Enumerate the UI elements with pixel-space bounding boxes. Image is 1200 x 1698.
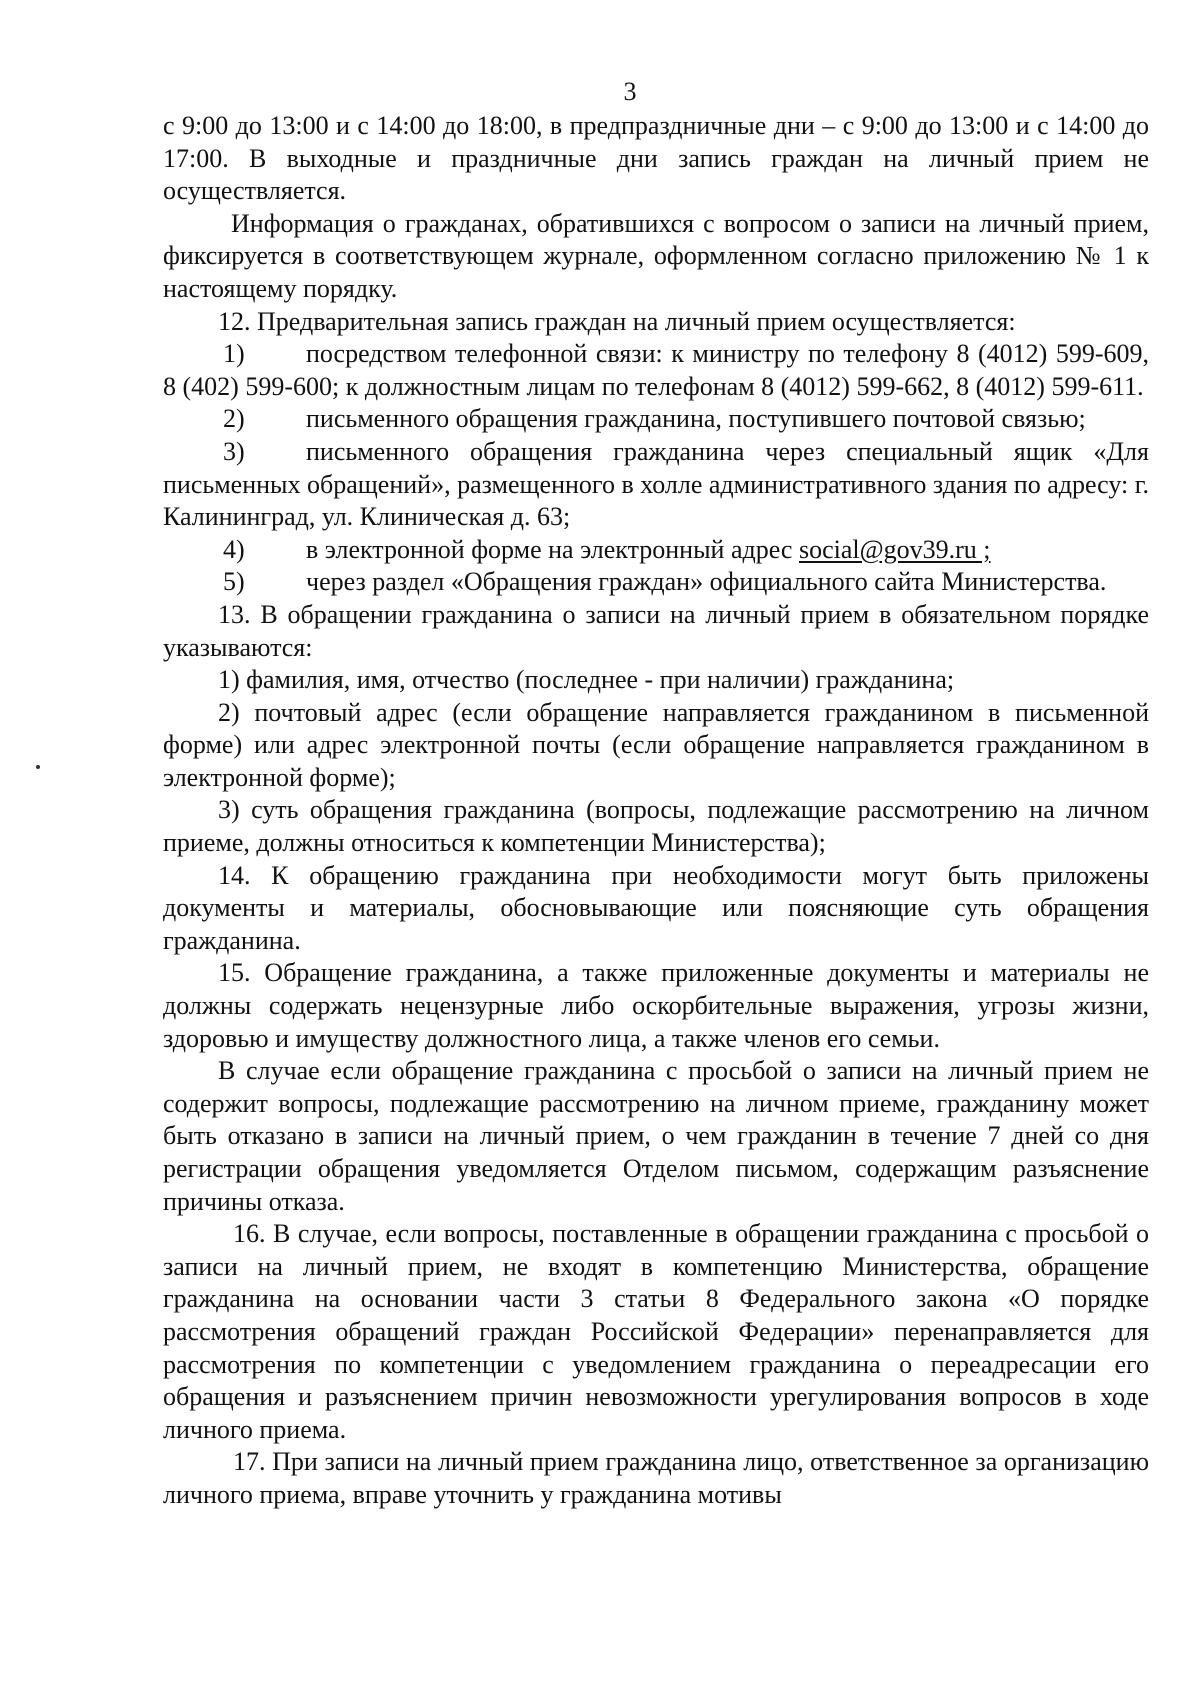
paragraph-12: 12. Предварительная запись граждан на личный прием осуществляется: [218,306,1016,336]
list-item-12-2 [163,403,1149,436]
list-item-text: письменного обращения гражданина, поступившего почтовой связью; [306,404,1086,434]
list-marker: 5) [223,567,245,597]
paragraph-15: 15. Обращение гражданина, а также приложенные документы и материалы не должны содержать нецензурные либо оскорбительные выражения, угрозы жизни, здоровью и имуществу должностного лица, а также членов его семьи. [163,958,1149,1053]
list-item-text: через раздел «Обращения граждан» официального сайта Министерства. [306,567,1107,597]
list-item-13-1: 1) фамилия, имя, отчество (последнее - при наличии) гражданина; [218,665,955,695]
list-item-12-1 [163,338,1149,403]
list-item-text: письменного обращения гражданина через специальный ящик «Для письменных обращений», размещенного в холле административного здания по адресу: г. Калининград, ул. Клиническая д. 63; [163,436,1149,532]
paragraph-14: 14. К обращению гражданина при необходимости могут быть приложены документы и материалы, обосновывающие или поясняющие суть обращения гражданина. [163,860,1149,955]
list-item-text: посредством телефонной связи: к министру по телефону 8 (4012) 599-609, 8 (402) 599-600; к должностным лицам по телефонам 8 (4012) 599-662, 8 (4012) 599-611. [163,339,1149,401]
document-body [163,110,1149,1512]
scan-speck [36,765,40,769]
list-marker: 1) [223,339,245,369]
email-link[interactable]: social@gov39.ru ; [798,534,991,564]
paragraph-17: 17. При записи на личный прием гражданина лицо, ответственное за организацию личного приема, вправе уточнить у гражданина мотивы [163,1447,1149,1509]
list-item-12-4 [163,534,1149,567]
list-item-13-3: 3) суть обращения гражданина (вопросы, подлежащие рассмотрению на личном приеме, должны относиться к компетенции Министерства); [163,795,1149,858]
list-item-text: в электронной форме на электронный адрес [306,534,799,564]
list-item-12-5 [163,566,1149,599]
list-item-13-2: 2) почтовый адрес (если обращение направляется гражданином в письменной форме) или адрес электронной почты (если обращение направляется гражданином в электронной форме); [163,697,1149,792]
list-marker: 3) [223,436,245,466]
paragraph-16: 16. В случае, если вопросы, поставленные в обращении гражданина с просьбой о записи на личный прием, не входят в компетенцию Министерства, обращение гражданина на основании части 3 статьи 8 Федерального закона «О порядке рассмотрения обращений граждан Российской Федерации» перенаправляется для рассмотрения по компетенции с уведомлением гражданина о переадресации его обращения и разъяснением причин невозможности урегулирования вопросов в ходе личного приема. [163,1219,1149,1444]
paragraph-13: 13. В обращении гражданина о записи на личный прием в обязательном порядке указываются: [163,599,1149,662]
paragraph-schedule: с 9:00 до 13:00 и с 14:00 до 18:00, в предпраздничные дни – с 9:00 до 13:00 и с 14:00 до 17:00. В выходные и праздничные дни запись граждан на личный прием не осуществляется. [163,111,1149,206]
paragraph-journal-info: Информация о гражданах, обратившихся с вопросом о записи на личный прием, фиксируется в соответствующем журнале, оформленном согласно приложению № 1 к настоящему порядку. [163,208,1149,303]
paragraph-15-refusal: В случае если обращение гражданина с просьбой о записи на личный прием не содержит вопросы, подлежащие рассмотрению на личном приеме, гражданину может быть отказано в записи на личный прием, о чем гражданин в течение 7 дней со дня регистрации обращения уведомляется Отделом письмом, содержащим разъяснение причины отказа. [163,1056,1149,1216]
list-marker: 4) [223,534,245,564]
list-item-12-3 [163,436,1149,534]
list-marker: 2) [223,404,245,434]
page-number: 3 [623,77,637,106]
